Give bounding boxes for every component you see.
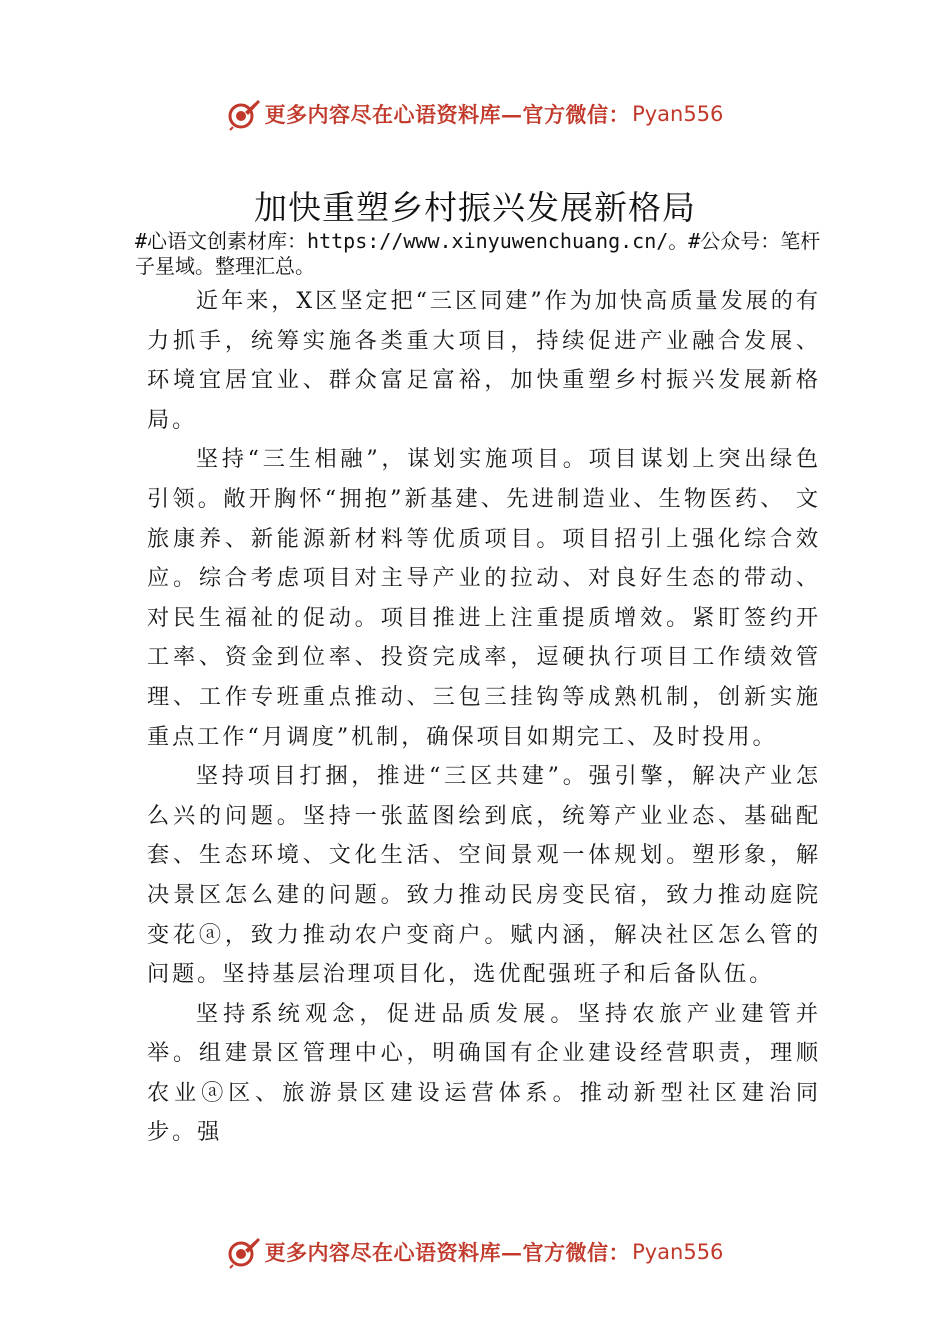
pen-logo-icon — [227, 1235, 261, 1269]
pen-logo-icon — [227, 97, 261, 131]
paragraph-1: 近年来，X区坚定把“三区同建”作为加快高质量发展的有力抓手，统筹实施各类重大项目，持续促进产业融合发展、环境宜居宜业、群众富足富裕，加快重塑乡村振兴发展新格局。 — [147, 288, 821, 433]
watermark-wechat-id: Pyan556 — [632, 1240, 724, 1264]
watermark-text: 更多内容尽在心语资料库—官方微信： — [264, 102, 631, 127]
watermark-header — [0, 94, 950, 134]
paragraph-3: 坚持项目打捆，推进“三区共建”。强引擎，解决产业怎么兴的问题。坚持一张蓝图绘到底，统筹产业业态、基础配套、生态环境、文化生活、空间景观一体规划。塑形象，解决景区怎么建的问题。致力推动民房变民宿，致力推动庭院变花ⓐ，致力推动农户变商户。赋内涵，解决社区怎么管的问题。坚持基层治理项目化，选优配强班子和后备队伍。 — [147, 763, 821, 988]
paragraph-4: 坚持系统观念，促进品质发展。坚持农旅产业建管并举。组建景区管理中心，明确国有企业建设经营职责，理顺农业ⓐ区、旅游景区建设运营体系。推动新型社区建治同步。强 — [147, 1000, 821, 1146]
watermark-footer — [0, 1232, 950, 1272]
paragraph-2: 坚持“三生相融”，谋划实施项目。项目谋划上突出绿色引领。敞开胸怀“拥抱”新基建、先进制造业、生物医药、 文旅康养、新能源新材料等优质项目。项目招引上强化综合效应。综合考虑项目对主导产业的拉动、对良好生态的带动、对民生福祉的促动。项目推进上注重提质增效。紧盯签约开工率、资金到位率、投资完成率，逗硬执行项目工作绩效管理、工作专班重点推动、三包三挂钩等成熟机制，创新实施重点工作“月调度”机制，确保项目如期完工、及时投用。 — [147, 446, 821, 750]
document-body — [147, 282, 821, 1153]
source-line: #心语文创素材库：https://www.xinyuwenchuang.cn/。#公众号：笔杆子星域。整理汇总。 — [135, 229, 821, 278]
watermark-wechat-id: Pyan556 — [632, 102, 724, 126]
document-title: 加快重塑乡村振兴发展新格局 — [254, 188, 696, 227]
watermark-text: 更多内容尽在心语资料库—官方微信： — [264, 1240, 631, 1265]
